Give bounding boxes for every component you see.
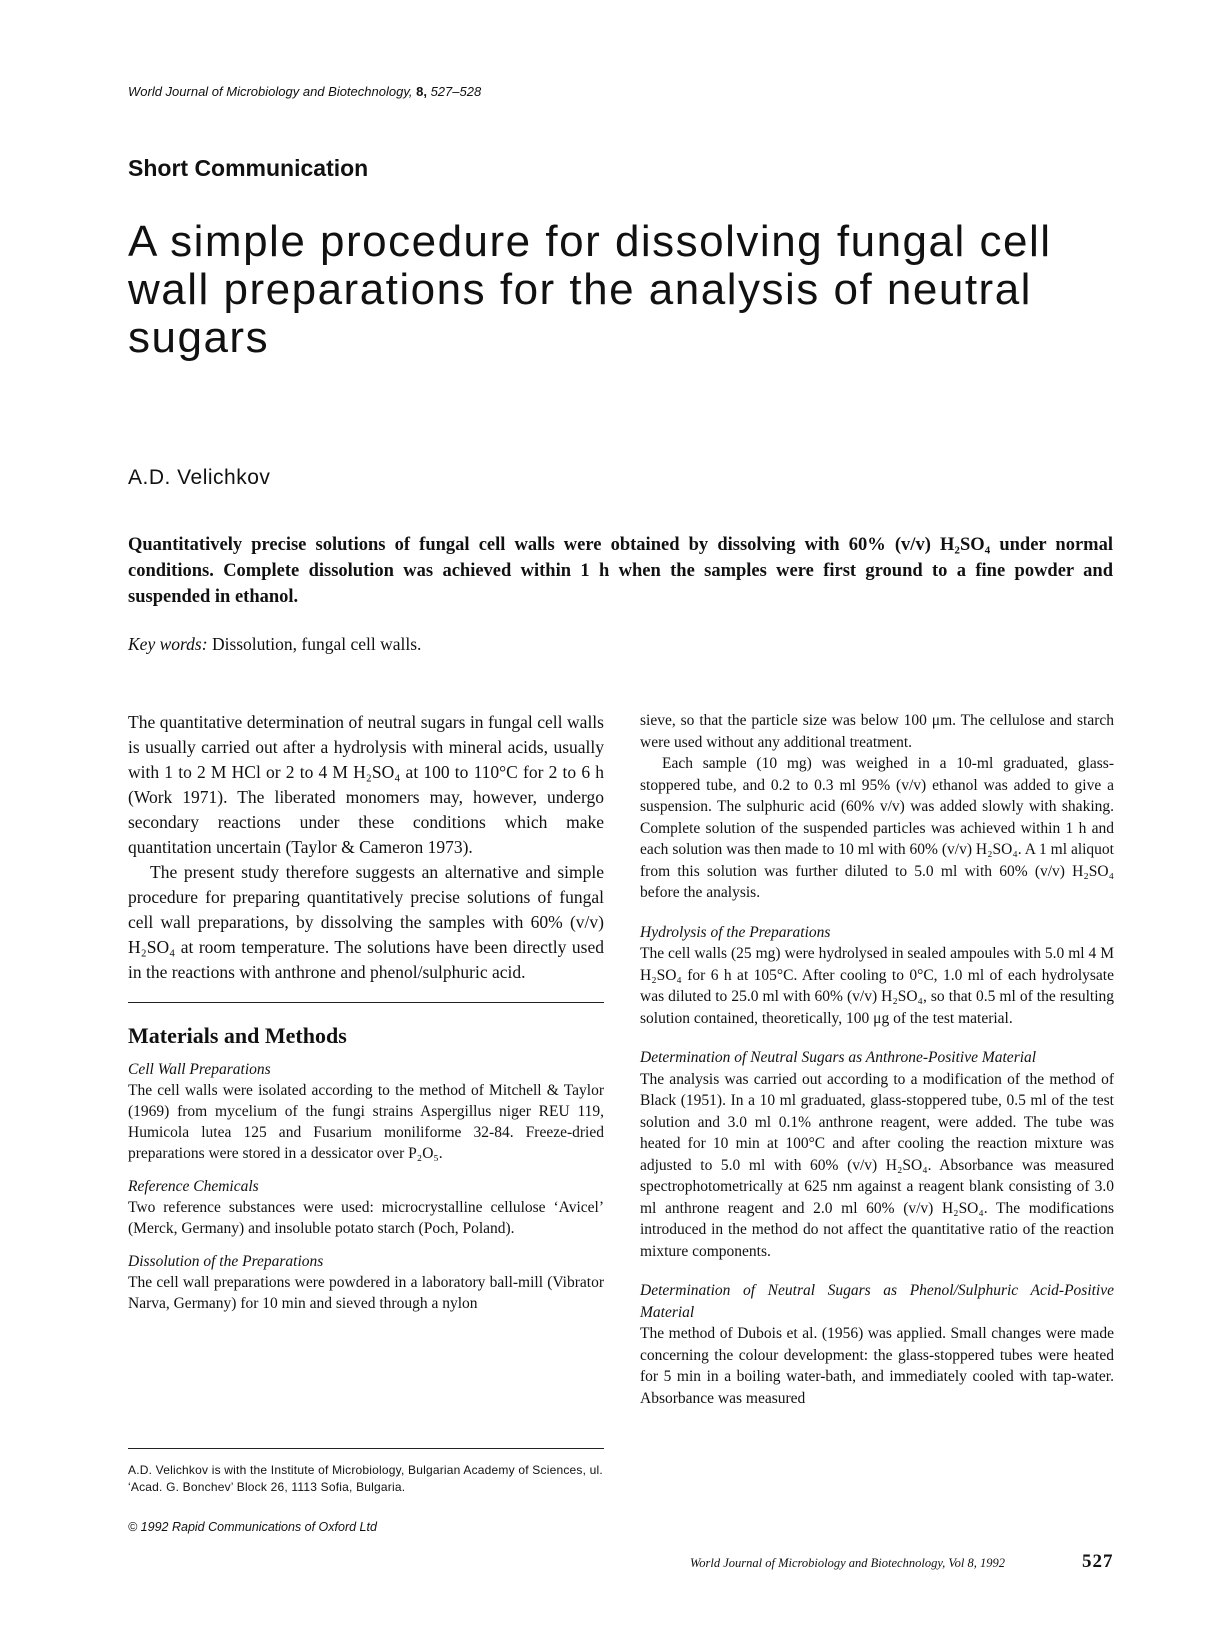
- keywords-value: Dissolution, fungal cell walls.: [211, 634, 422, 654]
- dissolution-text: The cell wall preparations were powdered in a laboratory ball-mill (Vibrator Narva, Germany) for 10 min and sieved through a nylon: [128, 1274, 604, 1312]
- anthrone-subhead: Determination of Neutral Sugars as Anthrone-Positive Material: [640, 1049, 1037, 1066]
- journal-volume: 8,: [416, 84, 427, 99]
- keywords-label: Key words:: [128, 634, 208, 654]
- journal-pages: 527–528: [430, 84, 482, 99]
- author-name: A.D. Velichkov: [128, 466, 271, 489]
- hydrolysis-subhead: Hydrolysis of the Preparations: [640, 923, 831, 941]
- abstract: Quantitatively precise solutions of fungal cell walls were obtained by dissolving with 60% (v/v) H₂SO₄ under normal conditions. Complete dissolution was achieved within 1 h when the samples were first ground to a fine powder and suspended in ethanol.: [128, 535, 1113, 607]
- particle-size-paragraph: sieve, so that the particle size was below 100 μm. The cellulose and starch were used without any additional treatment.: [640, 712, 1114, 751]
- intro-paragraph-2: The present study therefore suggests an alternative and simple procedure for preparing quantitatively precise solutions of fungal cell wall preparations, by dissolving the samples with 60% (v/v) H₂SO₄ at room temperature. The solutions have been directly used in the reactions with anthrone and phenol/sulphuric acid.: [128, 862, 604, 982]
- cell-wall-text: The cell walls were isolated according to the method of Mitchell & Taylor (1969) from mycelium of the fungi strains Aspergillus niger REU 119, Humicola lutea 125 and Fusarium moniliforme 32-84. Freeze-dried preparations were stored in a dessicator over P₂O₅.: [128, 1082, 604, 1162]
- reference-subhead: Reference Chemicals: [128, 1178, 259, 1195]
- right-column: [640, 710, 1114, 1409]
- section-divider: [128, 1002, 604, 1003]
- running-footer: World Journal of Microbiology and Biotechnology, Vol 8, 1992: [690, 1556, 1006, 1570]
- article-title: A simple procedure for dissolving fungal cell wall preparations for the analysis of neutral sugars: [128, 217, 1052, 362]
- copyright-notice: © 1992 Rapid Communications of Oxford Ltd: [128, 1520, 377, 1534]
- author-affiliation: A.D. Velichkov is with the Institute of Microbiology, Bulgarian Academy of Sciences, ul. ‘Acad. G. Bonchev’ Block 26, 1113 Sofia, Bulgaria.: [128, 1463, 603, 1494]
- journal-name: World Journal of Microbiology and Biotechnology,: [128, 84, 413, 99]
- reference-text: Two reference substances were used: microcrystalline cellulose ‘Avicel’ (Merck, Germany) and insoluble potato starch (Poch, Poland).: [128, 1199, 604, 1237]
- sample-procedure-paragraph: Each sample (10 mg) was weighed in a 10-ml graduated, glass-stoppered tube, and 0.2 to 0.3 ml 95% (v/v) ethanol was added to give a suspension. The sulphuric acid (60% v/v) was added slowly with shaking. Complete solution of the suspended particles was achieved within 1 h and each solution was then made to 10 ml with 60% (v/v) H₂SO₄. A 1 ml aliquot from this solution was further diluted to 5.0 ml with 60% (v/v) H₂SO₄ before the analysis.: [640, 755, 1114, 901]
- page-number: 527: [1082, 1551, 1114, 1572]
- materials-methods-heading: Materials and Methods: [128, 1023, 347, 1048]
- article-type: Short Communication: [128, 155, 369, 181]
- keywords: [128, 634, 421, 655]
- journal-reference: [128, 84, 481, 99]
- intro-paragraph-1: The quantitative determination of neutral sugars in fungal cell walls is usually carried out after a hydrolysis with mineral acids, usually with 1 to 2 M HCl or 2 to 4 M H₂SO₄ at 100 to 110°C for 2 to 6 h (Work 1971). The liberated monomers may, however, undergo secondary reactions under these conditions which make quantitation uncertain (Taylor & Cameron 1973).: [128, 712, 604, 857]
- phenol-subhead: Determination of Neutral Sugars as Phenol/Sulphuric Acid-Positive Material: [640, 1282, 1114, 1321]
- cell-wall-subhead: Cell Wall Preparations: [128, 1061, 271, 1078]
- anthrone-text: The analysis was carried out according to a modification of the method of Black (1951). In a 10 ml graduated, glass-stoppered tube, 0.5 ml of the test solution and 3.0 ml 0.1% anthrone reagent, were added. The tube was heated for 10 min at 100°C and after cooling the reaction mixture was adjusted to 5.0 ml with 60% (v/v) H₂SO₄. Absorbance was measured spectrophotometrically at 625 nm against a reagent blank consisting of 3.0 ml anthrone reagent and 2.0 ml 60% (v/v) H₂SO₄. The modifications introduced in the method do not affect the quantitative ratio of the reaction mixture components.: [640, 1070, 1114, 1260]
- footnote-divider: [128, 1448, 604, 1449]
- hydrolysis-text: The cell walls (25 mg) were hydrolysed in sealed ampoules with 5.0 ml 4 M H₂SO₄ for 6 h at 105°C. After cooling to 0°C, 1.0 ml of each hydrolysate was diluted to 25.0 ml with 60% (v/v) H₂SO₄, so that 0.5 ml of the resulting solution contained, theoretically, 100 μg of the test material.: [640, 945, 1114, 1027]
- phenol-text: The method of Dubois et al. (1956) was applied. Small changes were made concerning the colour development: the glass-stoppered tubes were heated for 5 min in a boiling water-bath, and immediately cooled with tap-water. Absorbance was measured: [640, 1325, 1114, 1407]
- dissolution-subhead: Dissolution of the Preparations: [128, 1253, 324, 1270]
- left-column: [128, 710, 604, 1314]
